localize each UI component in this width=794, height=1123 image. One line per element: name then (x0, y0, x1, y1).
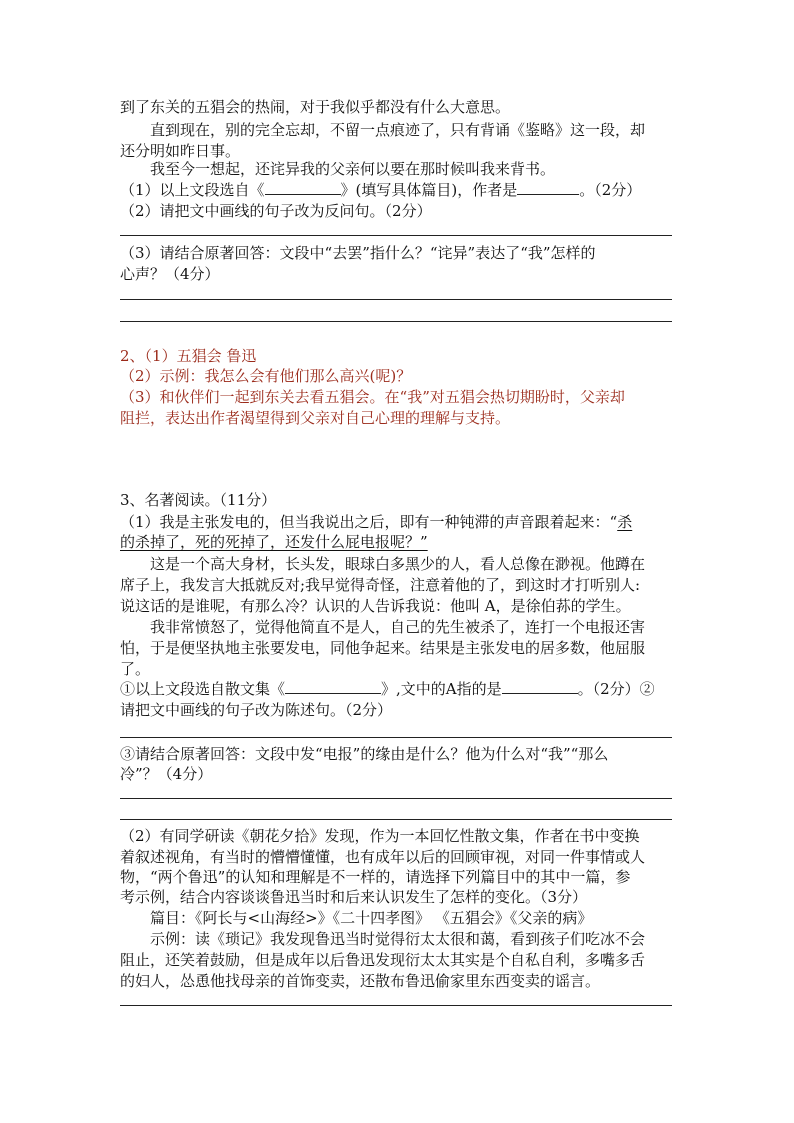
question-3-2: 着叙述视角，有当时的懵懵懂懂，也有成年以后的回顾审视，对同一件事情或人 (120, 848, 646, 866)
answer-line[interactable] (120, 299, 672, 300)
passage-line: 怕，于是便坚执地主张要发电，同他争起来。结果是主张发电的居多数，他屈服 (120, 639, 646, 657)
answer-blank[interactable] (265, 180, 341, 195)
answer-blank[interactable] (502, 679, 578, 694)
passage-line: （1）我是主张发电的，但当我说出之后，即有一种钝滞的声音跟着起来：“杀 (120, 513, 633, 531)
passage-line (120, 532, 428, 552)
passage-line: 了。 (120, 660, 151, 678)
answer-line[interactable] (120, 1005, 672, 1006)
underlined-sentence: 杀 (617, 513, 633, 531)
passage-line: 这是一个高大身材，长头发，眼球白多黑少的人，看人总像在渺视。他蹲在 (150, 555, 646, 573)
question-3-1-3: 冷”？（4分） (120, 765, 213, 783)
passage-line: 还分明如昨日事。 (120, 142, 241, 160)
underlined-sentence: 的杀掉了，死的死掉了，还发什么屁电报呢？” (120, 533, 428, 551)
answer-blank[interactable] (285, 679, 381, 694)
question-2-3: 心声？（4分） (120, 265, 220, 283)
answer-blank[interactable] (517, 180, 579, 195)
answer-line[interactable] (120, 737, 672, 738)
question-2-1: （1）以上文段选自《 》(填写具体篇目)，作者是 。（2分） (120, 181, 642, 199)
answer-line[interactable] (120, 321, 672, 322)
question-2-3: （3）请结合原著回答：文段中“去罢”指什么？“诧异”表达了“我”怎样的 (120, 244, 596, 262)
example-line: 示例：读《琐记》我发现鲁迅当时觉得衍太太很和蔼，看到孩子们吃冰不会 (150, 930, 646, 948)
answer-line[interactable] (120, 235, 672, 236)
answer-key-line: （2）示例：我怎么会有他们那么高兴(呢)？ (120, 367, 412, 385)
question-2-2: （2）请把文中画线的句子改为反问句。（2分） (120, 202, 432, 220)
question-3-heading: 3、名著阅读。（11分） (120, 491, 277, 509)
answer-line[interactable] (120, 798, 672, 799)
article-list: 篇目：《阿长与<山海经>》《二十四孝图》 《五猖会》《父亲的病》 (150, 909, 593, 927)
question-3-1-1: ①以上文段选自散文集《 》,文中的A指的是 。（2分）② (120, 680, 655, 698)
question-3-1-3: ③请结合原著回答：文段中发“电报”的缘由是什么？他为什么对“我”“那么 (120, 745, 609, 763)
answer-key-line: （3）和伙伴们一起到东关去看五猖会。在“我”对五猖会热切期盼时，父亲却 (120, 388, 625, 406)
passage-line: 席子上，我发言大抵就反对;我早觉得奇怪，注意着他的了，到这时才打听别人: (120, 576, 641, 594)
answer-key-line: 阻拦，表达出作者渴望得到父亲对自己心理的理解与支持。 (120, 409, 511, 427)
passage-line: 说这话的是谁呢，有那么冷？认识的人告诉我说：他叫 A，是徐伯荪的学生。 (120, 597, 631, 615)
question-3-2: （2）有同学研读《朝花夕拾》发现，作为一本回忆性散文集，作者在书中变换 (120, 827, 640, 845)
example-line: 阻止，还笑着鼓励，但是成年以后鲁迅发现衍太太其实是个自私自利，多嘴多舌 (120, 951, 646, 969)
answer-key-line: 2、（1）五猖会 鲁迅 (120, 347, 257, 365)
passage-line: 我非常愤怒了，觉得他简直不是人，自己的先生被杀了，连打一个电报还害 (150, 618, 646, 636)
answer-line[interactable] (120, 819, 672, 820)
question-3-2: 考示例，结合内容谈谈鲁迅当时和后来认识发生了怎样的变化。（3分） (120, 888, 588, 906)
passage-line: 我至今一想起，还诧异我的父亲何以要在那时候叫我来背书。 (150, 160, 556, 178)
passage-line: 直到现在，别的完全忘却，不留一点痕迹了，只有背诵《鉴略》这一段，却 (150, 121, 646, 139)
question-3-1-2: 请把文中画线的句子改为陈述句。（2分） (120, 701, 393, 719)
question-3-2: 物，“两个鲁迅”的认知和理解是不一样的，请选择下列篇目中的其中一篇，参 (120, 868, 631, 886)
example-line: 的妇人，怂恿他找母亲的首饰变卖，还散布鲁迅偷家里东西变卖的谣言。 (120, 972, 601, 990)
passage-line: 到了东关的五猖会的热闹，对于我似乎都没有什么大意思。 (120, 98, 511, 116)
